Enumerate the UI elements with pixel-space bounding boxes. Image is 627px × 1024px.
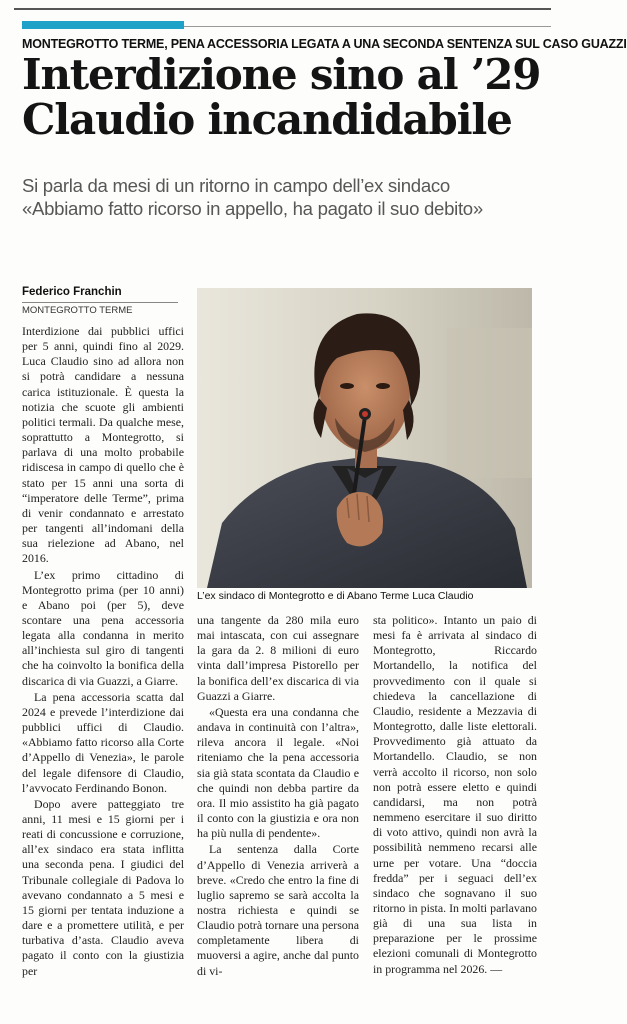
article-photo	[197, 288, 532, 588]
paragraph: L’ex primo cittadino di Montegrotto prima (per 10 anni) e Abano poi (per 5), deve scontare una pena accessoria legata alla condanna in merito all’inchiesta sul giro di tangenti che ha coinvolto la bonifica della discarica di via Guazzi, a Giarre.	[22, 567, 184, 688]
paragraph: una tangente da 280 mila euro mai intascata, con cui assegnare la gara da 2. 8 milioni di euro vinta dall’impresa Pistorello per la bonifica dell’ex discarica di via Guazzi a Giarre.	[197, 613, 359, 703]
paragraph: «Questa era una condanna che andava in continuità con l’altra», rileva ancora il legale. «Noi riteniamo che la pena accessoria sia già stata scontata da Claudio e che quindi non debba partire da ora. Il mio assistito ha già pagato il conto con la giustizia e ora non ha più nulla di pendente».	[197, 704, 359, 841]
article-column-3	[373, 613, 537, 977]
section-rule	[184, 26, 551, 27]
subheadline-line-1: Si parla da mesi di un ritorno in campo dell’ex sindaco	[22, 175, 450, 196]
photo-caption: L’ex sindaco di Montegrotto e di Abano Terme Luca Claudio	[197, 590, 474, 602]
subheadline-line-2: «Abbiamo fatto ricorso in appello, ha pagato il suo debito»	[22, 198, 483, 219]
paragraph: La sentenza dalla Corte d’Appello di Venezia arriverà a breve. «Credo che entro la fine di luglio sapremo se sarà accolta la nostra richiesta e quindi se Claudio potrà tornare una persona completamente libera di muoversi a agire, anche dal punto di vi-	[197, 842, 359, 978]
paragraph: Interdizione dai pubblici uffici per 5 anni, quindi fino al 2029. Luca Claudio sino ad allora non si potrà candidare a nessuna carica istituzionale. È questa la notizia che scuote gli ambienti politici termali. Da qualche mese, soprattutto a Montegrotto, si parlava di una molto probabile ridiscesa in campo di quello che è stato per 15 anni una sorta di “imperatore delle Terme”, prima di venir condannato e arrestato per tangenti all’indomani della sua rielezione ad Abano, nel 2016.	[22, 324, 184, 566]
kicker: MONTEGROTTO TERME, PENA ACCESSORIA LEGATA A UNA SECONDA SENTENZA SUL CASO GUAZZI	[22, 37, 627, 51]
dateline-location: MONTEGROTTO TERME	[22, 302, 178, 316]
section-accent-bar	[22, 21, 184, 29]
headline-line-1: Interdizione sino al ’29	[22, 50, 541, 99]
subheadline	[22, 174, 557, 220]
paragraph: Dopo avere patteggiato tre anni, 11 mesi e 15 giorni per i reati di concussione e corruzione, all’ex sindaco era stata inflitta una seconda pena. I giudici del Tribunale collegiale di Padova lo avevano condannato a 5 mesi e 15 giorni per tentata induzione a dare e a promettere utilità, e per turbativa d’asta. Claudio aveva pagato il conto con la giustizia per	[22, 796, 184, 978]
author-name: Federico Franchin	[22, 286, 122, 298]
paragraph: La pena accessoria scatta dal 2024 e prevede l’interdizione dai pubblici uffici di Claudio. «Abbiamo fatto ricorso alla Corte d’Appello di Venezia», le parole del legale difensore di Claudio, l’avvocato Ferdinando Bonon.	[22, 689, 184, 795]
article-column-2	[197, 613, 359, 979]
article-column-1	[22, 324, 184, 979]
headline	[22, 52, 552, 142]
portrait-illustration	[197, 288, 532, 588]
headline-line-2: Claudio incandidabile	[22, 95, 512, 144]
page-top-rule	[14, 8, 551, 10]
paragraph: sta politico». Intanto un paio di mesi fa è arrivata al sindaco di Montegrotto, Riccardo Mortandello, la notifica del provvedimento con il quale si chiedeva la cancellazione di Claudio, residente a Mezzavia di Montegrotto, dalle liste elettorali. Provvedimento già attuato da Mortandello. Claudio, se non verrà accolto il ricorso, non solo non potrà essere eletto e quindi candidarsi, ma non potrà nemmeno esercitare il suo diritto di voto attivo, quindi non avrà la possibilità nemmeno recarsi alle urne per votare. Una “doccia fredda” per i seguaci dell’ex sindaco che sognavano il suo ritorno in pista. In molti parlavano già di una sua lista in preparazione per le prossime elezioni comunali di Montegrotto in programma nel 2026. —	[373, 613, 537, 976]
